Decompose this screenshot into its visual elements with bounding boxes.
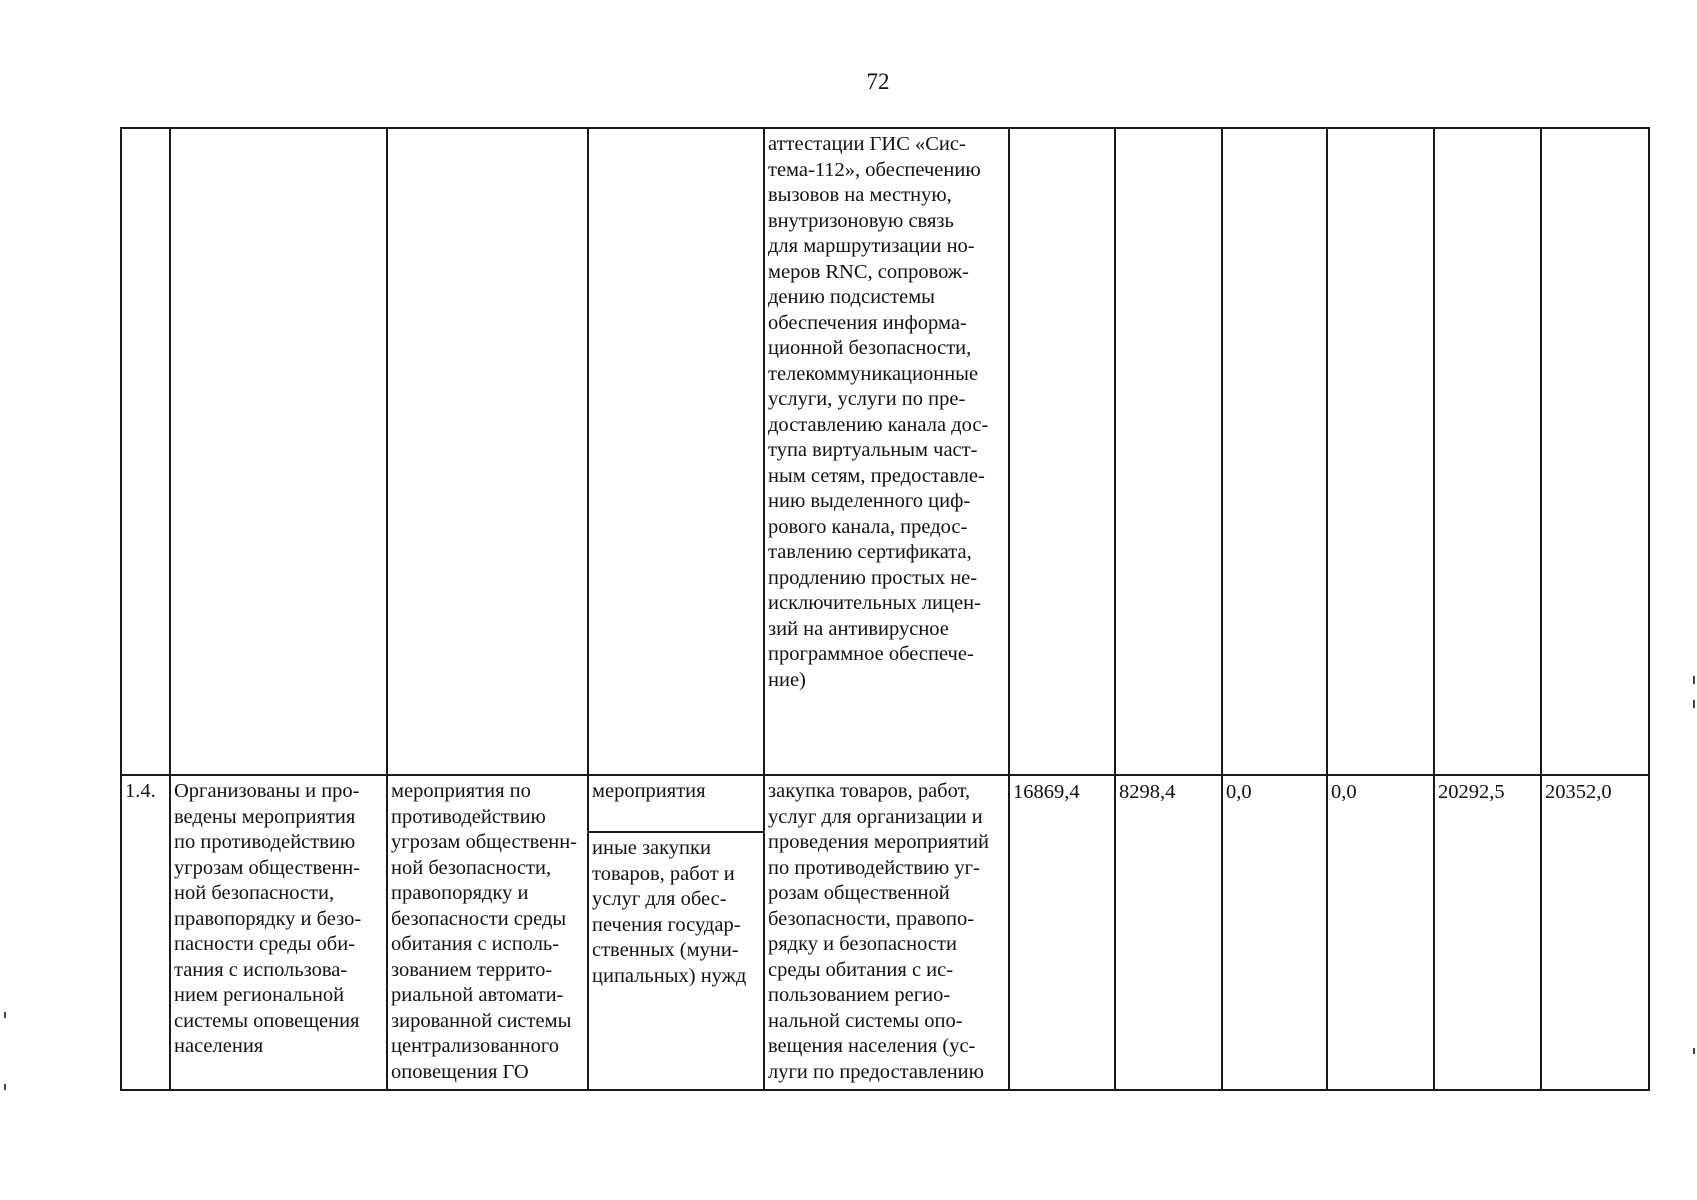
cell-value-1: 16869,4 <box>1009 775 1115 1090</box>
cell-value-5: 20292,5 <box>1434 775 1541 1090</box>
cell-event: мероприятия по противодействию угрозам общественн- ной безопасности, правопорядку и безопасности среды обитания с исполь- зованием террито- риальной автомати- зированной системы централизованного оповещения ГО <box>387 775 588 1090</box>
cell-value-4 <box>1327 128 1434 775</box>
cell-result: Организованы и про- ведены мероприятия по противодействию угрозам общественн- ной безопасности, правопорядку и безо- пасности среды оби- тания с использова- нием региональной системы оповещения населения <box>170 775 387 1090</box>
margin-mark <box>1693 1048 1695 1054</box>
margin-mark <box>4 1012 6 1018</box>
cell-number: 1.4. <box>121 775 170 1090</box>
cell-value-1 <box>1009 128 1115 775</box>
margin-mark <box>1693 676 1695 684</box>
table-row-continuation <box>121 128 1649 775</box>
cell-value-2 <box>1115 128 1222 775</box>
cell-expense-type <box>588 128 764 775</box>
cell-event <box>387 128 588 775</box>
margin-mark <box>1693 700 1695 708</box>
table-row-1-4 <box>121 775 1649 832</box>
cell-value-3: 0,0 <box>1222 775 1327 1090</box>
page-number: 72 <box>866 69 890 94</box>
cell-value-5 <box>1434 128 1541 775</box>
cell-expense-type-a: мероприятия <box>588 775 764 832</box>
cell-value-4: 0,0 <box>1327 775 1434 1090</box>
cell-value-6: 20352,0 <box>1541 775 1649 1090</box>
cell-value-3 <box>1222 128 1327 775</box>
cell-value-6 <box>1541 128 1649 775</box>
cell-description: аттестации ГИС «Сис- тема-112», обеспечению вызовов на местную, внутризоновую связь для маршрутизации но- меров RNC, сопровож- дению подсистемы обеспечения информа- ционной безопасности, телекоммуникационные услуги, услуги по пре- доставлению канала дос- тупа виртуальным част- ным сетям, предоставле- нию выделенного циф- рового канала, предос- тавлению сертификата, продлению простых не- исключительных лицен- зий на антивирусное программное обеспече- ние) <box>764 128 1009 775</box>
cell-value-2: 8298,4 <box>1115 775 1222 1090</box>
budget-table <box>120 127 1650 1091</box>
cell-result <box>170 128 387 775</box>
cell-description: закупка товаров, работ, услуг для организации и проведения мероприятий по противодействию уг- розам общественной безопасности, правопо- рядку и безопасности среды обитания с ис- пользованием регио- нальной системы опо- вещения населения (ус- луги по предоставлению <box>764 775 1009 1090</box>
margin-mark <box>4 1084 6 1090</box>
cell-expense-type-b: иные закупки товаров, работ и услуг для обес- печения государ- ственных (муни- ципальных) нужд <box>588 832 764 1090</box>
cell-number <box>121 128 170 775</box>
